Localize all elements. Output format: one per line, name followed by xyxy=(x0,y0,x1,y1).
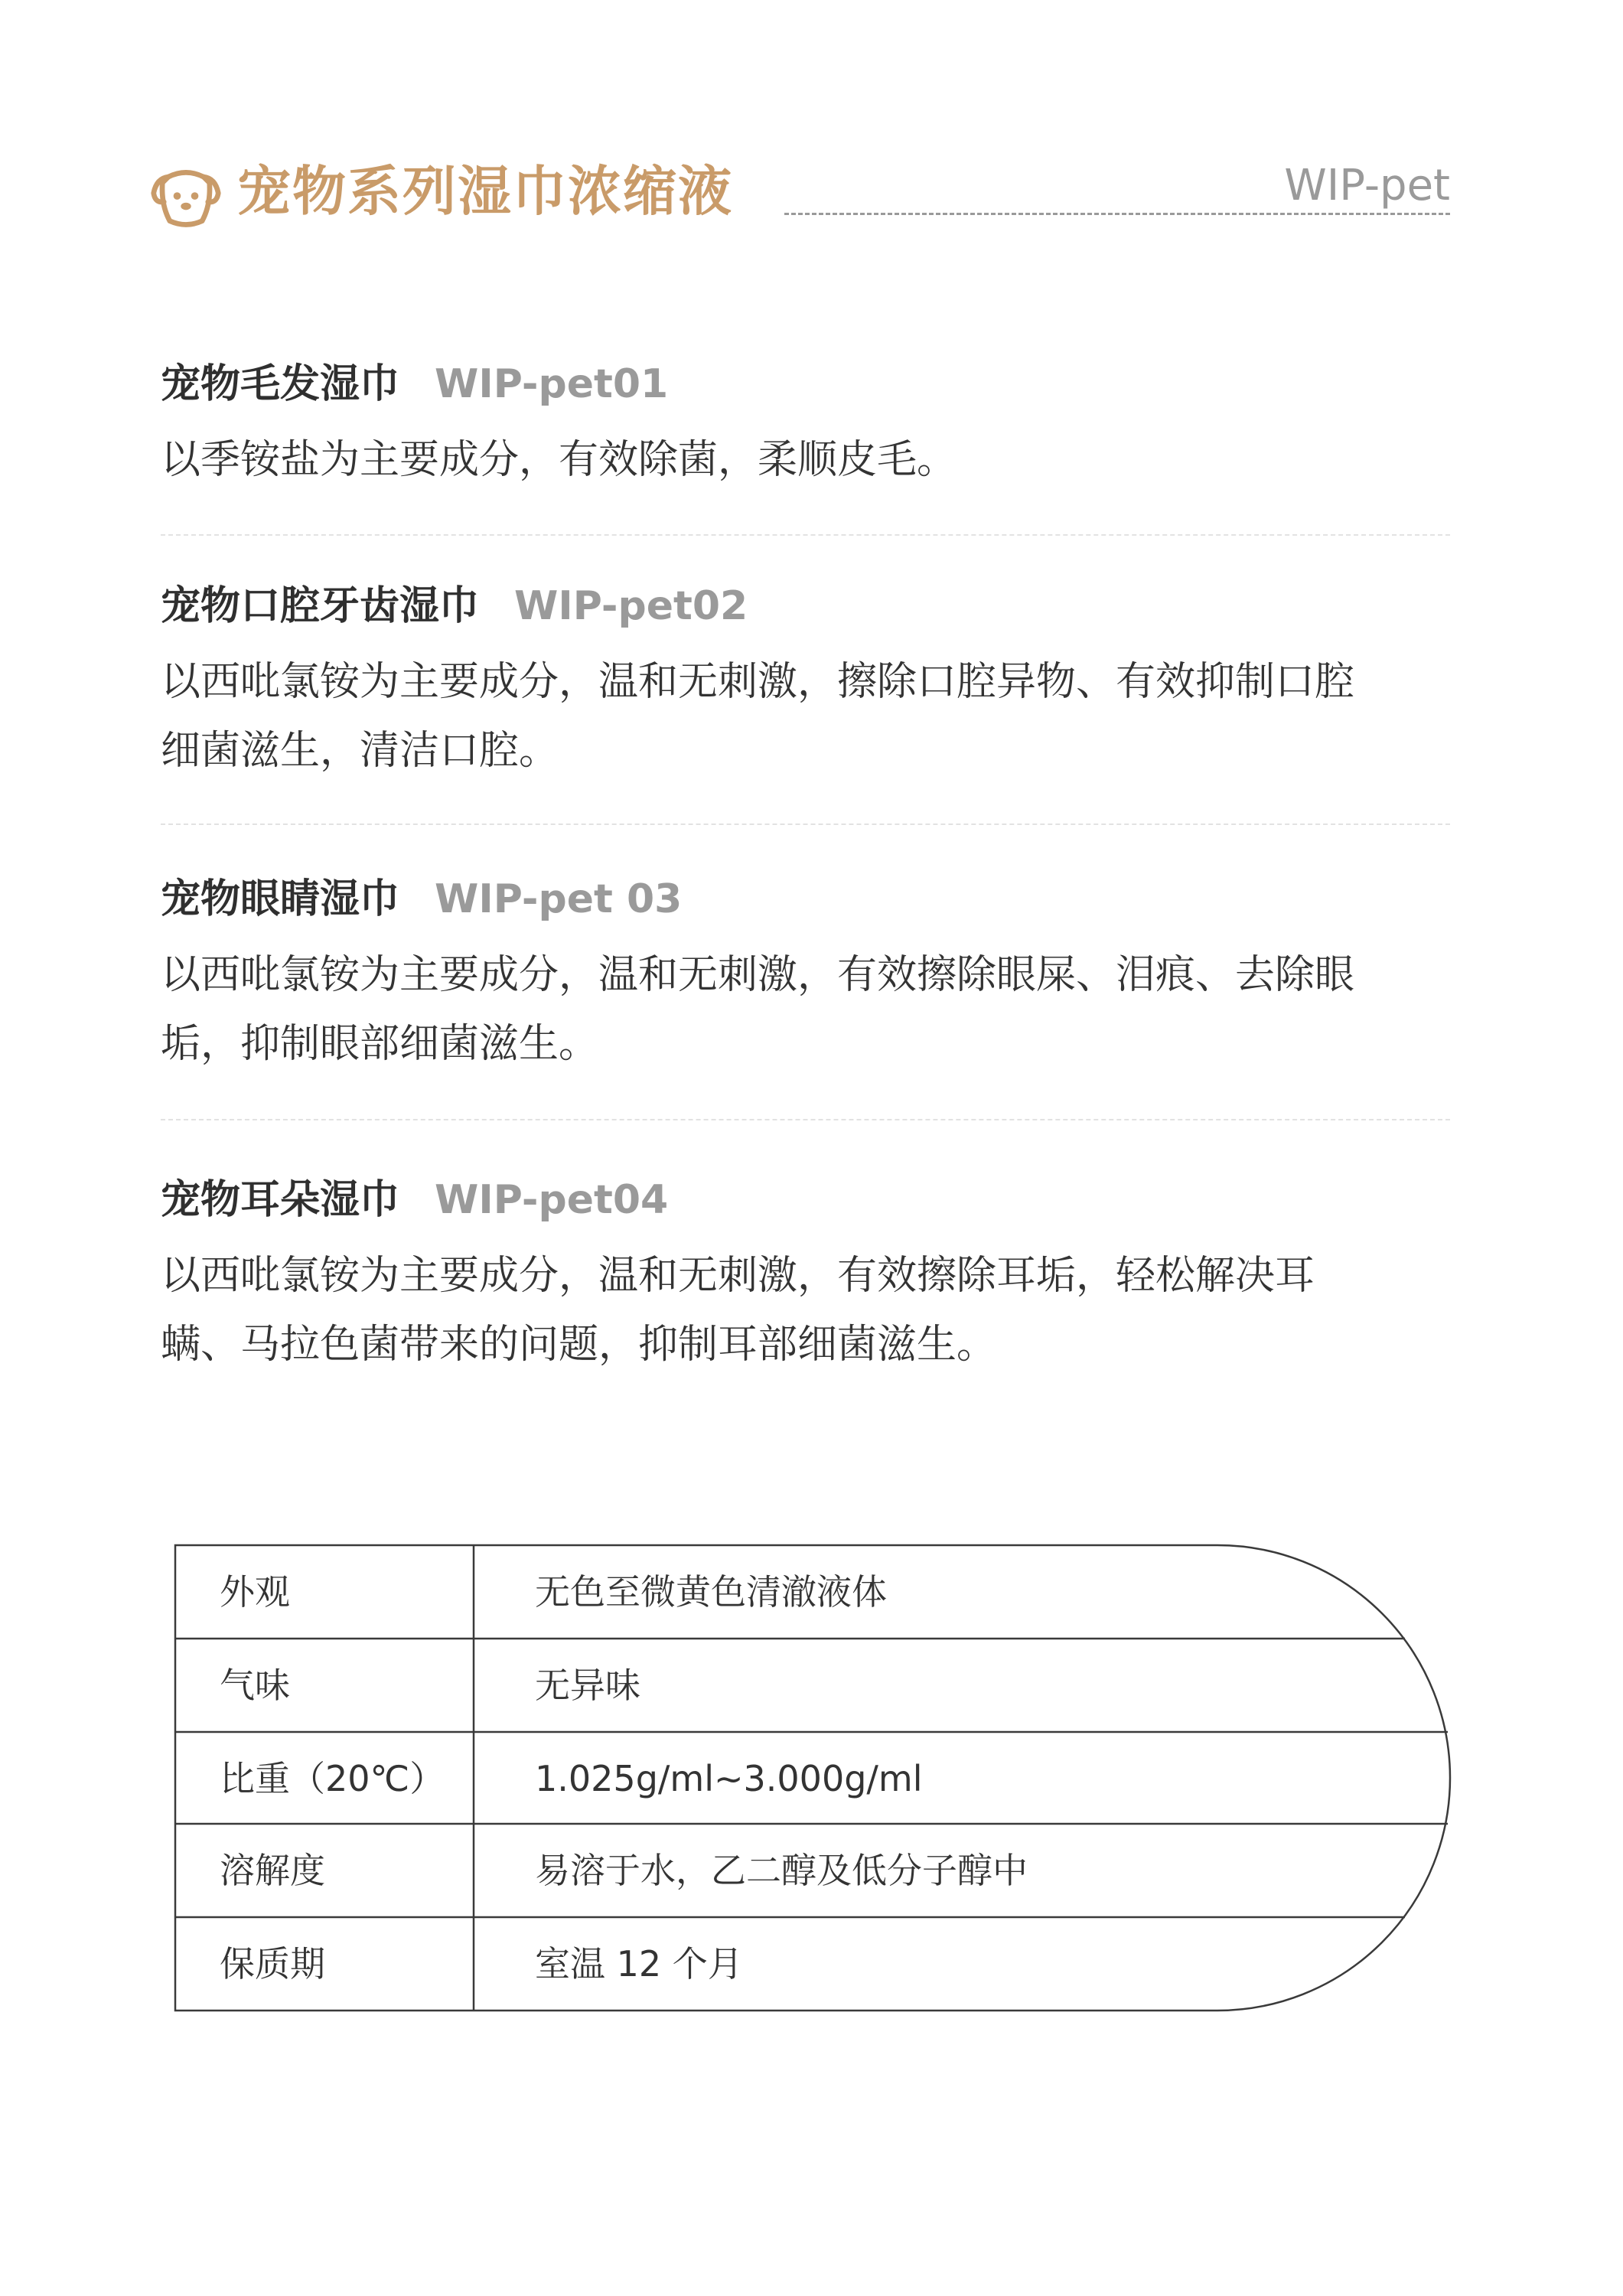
series-code: WIP-pet xyxy=(1284,161,1450,210)
header-dashed-line xyxy=(784,213,1450,215)
product-name: 宠物耳朵湿巾 xyxy=(161,1177,400,1223)
spec-value: 室温 12 个月 xyxy=(535,1943,743,1985)
spec-label: 溶解度 xyxy=(220,1850,325,1891)
product-code: WIP-pet04 xyxy=(435,1177,669,1223)
spec-label: 比重（20℃） xyxy=(220,1758,445,1799)
spec-label: 保质期 xyxy=(220,1943,325,1985)
divider xyxy=(161,534,1450,536)
spec-value: 无色至微黄色清澈液体 xyxy=(535,1571,887,1613)
spec-label: 气味 xyxy=(220,1665,290,1706)
divider xyxy=(161,1119,1450,1120)
spec-value: 易溶于水，乙二醇及低分子醇中 xyxy=(535,1850,1028,1891)
product-item xyxy=(161,576,1450,785)
section-header xyxy=(149,153,1450,237)
product-description: 以季铵盐为主要成分，有效除菌，柔顺皮毛。 xyxy=(161,437,957,483)
product-description: 以西吡氯铵为主要成分，温和无刺激，擦除口腔异物、有效抑制口腔 细菌滋生，清洁口腔。 xyxy=(161,659,1355,774)
product-code: WIP-pet01 xyxy=(435,361,669,407)
product-description: 以西吡氯铵为主要成分，温和无刺激，有效擦除眼屎、泪痕、去除眼 垢，抑制眼部细菌滋生。 xyxy=(161,952,1355,1067)
spec-value: 1.025g/ml~3.000g/ml xyxy=(535,1758,923,1799)
product-item xyxy=(161,1169,1450,1379)
spec-label: 外观 xyxy=(220,1571,290,1613)
dog-face-icon xyxy=(149,161,223,234)
product-item xyxy=(161,869,1450,1078)
spec-table xyxy=(174,1544,1452,2012)
product-name: 宠物毛发湿巾 xyxy=(161,361,400,407)
product-name: 宠物口腔牙齿湿巾 xyxy=(161,583,480,629)
product-code: WIP-pet 03 xyxy=(435,876,683,922)
product-item xyxy=(161,354,1450,494)
divider xyxy=(161,823,1450,825)
spec-value: 无异味 xyxy=(535,1665,640,1706)
product-name: 宠物眼睛湿巾 xyxy=(161,876,400,922)
section-title: 宠物系列湿巾浓缩液 xyxy=(237,160,733,223)
product-code: WIP-pet02 xyxy=(514,583,748,629)
product-description: 以西吡氯铵为主要成分，温和无刺激，有效擦除耳垢，轻松解决耳 螨、马拉色菌带来的问题，抑制耳部细菌滋生。 xyxy=(161,1253,1315,1368)
